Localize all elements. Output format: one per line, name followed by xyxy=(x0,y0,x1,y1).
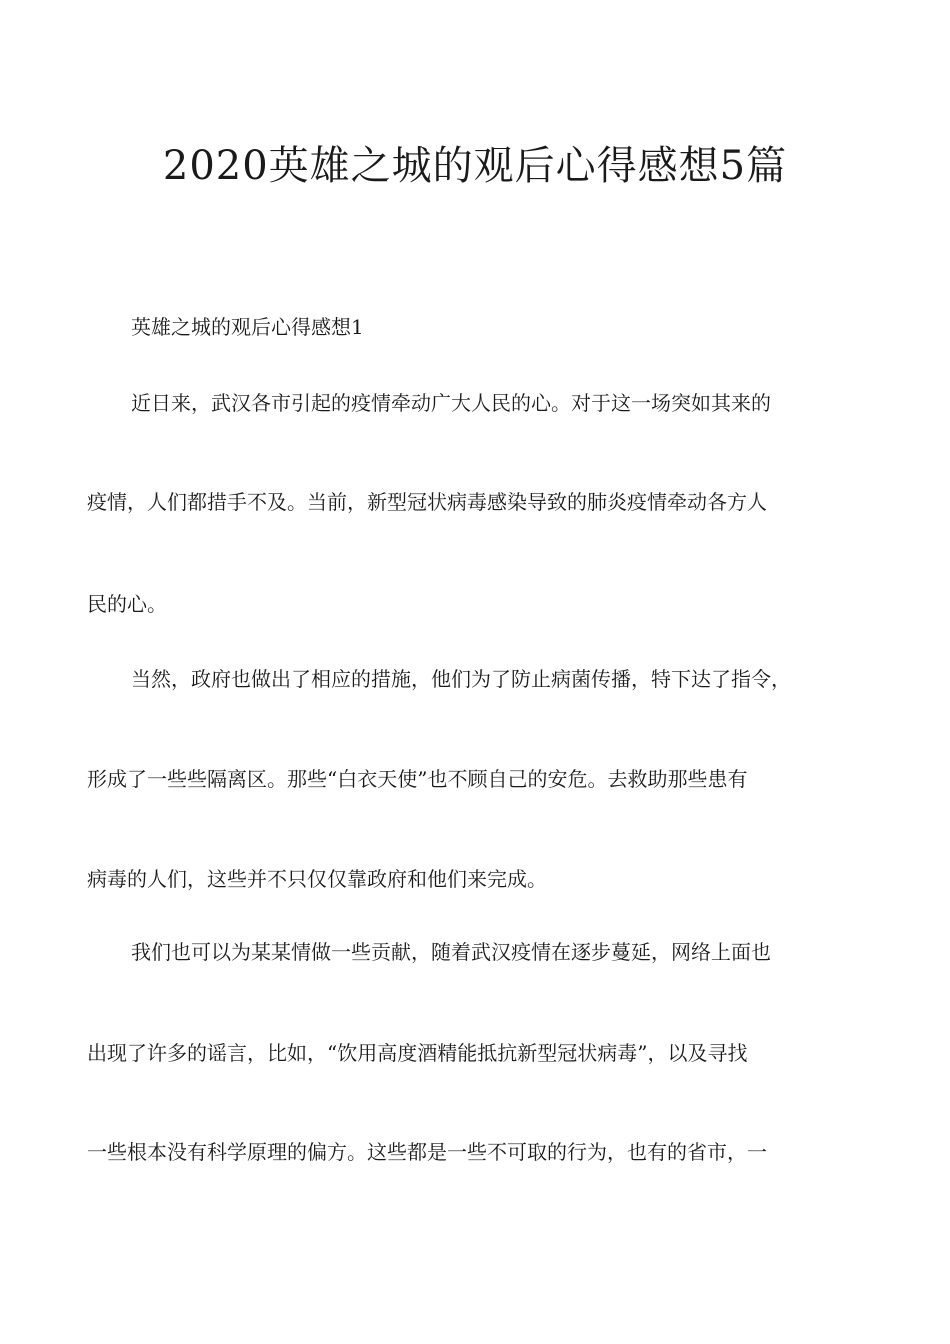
paragraph-line: 近日来，武汉各市引起的疫情牵动广大人民的心。对于这一场突如其来的 xyxy=(131,391,771,415)
section-heading: 英雄之城的观后心得感想1 xyxy=(131,315,364,339)
paragraph-line: 疫情，人们都措手不及。当前，新型冠状病毒感染导致的肺炎疫情牵动各方人 xyxy=(87,490,767,514)
paragraph-line: 民的心。 xyxy=(87,592,167,616)
paragraph-line: 出现了许多的谣言，比如，“饮用高度酒精能抵抗新型冠状病毒”，以及寻找 xyxy=(87,1041,748,1065)
paragraph-line: 病毒的人们，这些并不只仅仅靠政府和他们来完成。 xyxy=(87,867,547,891)
paragraph-line: 当然，政府也做出了相应的措施，他们为了防止病菌传播，特下达了指令， xyxy=(131,667,791,691)
paragraph-line: 我们也可以为某某情做一些贡献，随着武汉疫情在逐步蔓延，网络上面也 xyxy=(131,940,771,964)
document-title: 2020英雄之城的观后心得感想5篇 xyxy=(162,143,788,189)
paragraph-line: 形成了一些些隔离区。那些“白衣天使”也不顾自己的安危。去救助那些患有 xyxy=(87,767,748,791)
paragraph-line: 一些根本没有科学原理的偏方。这些都是一些不可取的行为，也有的省市，一 xyxy=(87,1140,767,1164)
